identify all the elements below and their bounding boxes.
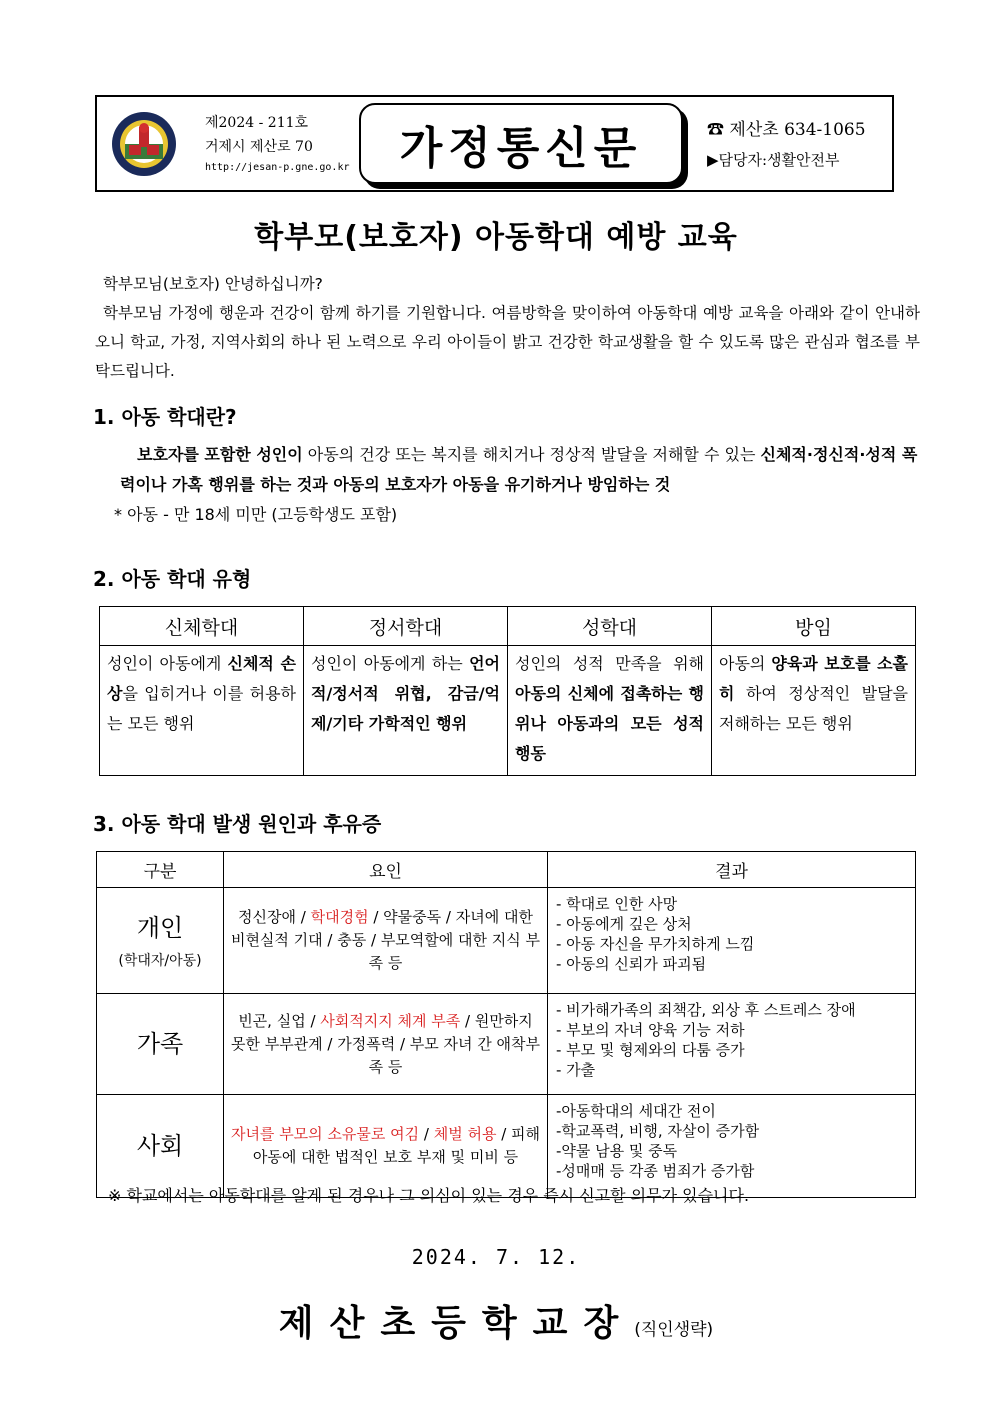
definition-acts: 신체적·정신적·성적 폭력이나 가혹 행위를 하는 것과 아동의 보호자가 아동을 유기하거나 방임하는 것: [120, 445, 918, 494]
type-header-neglect: 방임: [712, 607, 916, 646]
definition-subject: 보호자를 포함한 성인이: [137, 445, 303, 464]
type-header-emotional: 정서학대: [304, 607, 508, 646]
category-individual: 개인 (학대자/아동): [97, 888, 224, 994]
col-header-factors: 요인: [224, 852, 548, 888]
school-address: 거제시 제산로 70: [205, 139, 313, 155]
table-row: [97, 994, 916, 1095]
section3-heading: 3. 아동 학대 발생 원인과 후유증: [93, 812, 382, 836]
contact-person: ▶담당자:생활안전부: [707, 151, 840, 169]
issue-date: 2024. 7. 12.: [411, 1245, 581, 1269]
issue-info: [205, 111, 350, 177]
contact-info: [707, 115, 892, 175]
section2-heading: 2. 아동 학대 유형: [93, 567, 252, 591]
results-society: -아동학대의 세대간 전이 -학교폭력, 비행, 자살이 증가함 -약물 남용 및 중독 -성매매 등 각종 범죄가 증가함: [548, 1095, 916, 1198]
factors-individual: 정신장애 / 학대경험 / 약물중독 / 자녀에 대한 비현실적 기대 / 충동 / 부모역할에 대한 지식 부족 등: [224, 888, 548, 994]
table-row: [97, 888, 916, 994]
child-abuse-definition: [114, 440, 920, 530]
type-desc-sexual: 성인의 성적 만족을 위해 아동의 신체에 접촉하는 행위나 아동과의 모든 성적 행동: [508, 646, 712, 776]
greeting: 학부모님(보호자) 안녕하십니까?: [103, 275, 323, 293]
abuse-types-table: [99, 606, 916, 776]
reporting-duty-notice: ※ 학교에서는 아동학대를 알게 된 경우나 그 의심이 있는 경우 즉시 신고할 의무가 있습니다.: [108, 1186, 750, 1205]
page-title: 학부모(보호자) 아동학대 예방 교육: [254, 220, 738, 255]
newsletter-title: 가정통신문: [359, 103, 683, 184]
principal-signature: [0, 1295, 992, 1346]
factors-society: 자녀를 부모의 소유물로 여김 / 체벌 허용 / 피해아동에 대한 법적인 보호 부재 및 미비 등: [224, 1095, 548, 1198]
col-header-category: 구분: [97, 852, 224, 888]
issue-number: 제2024 - 211호: [205, 115, 309, 131]
category-family: 가족: [97, 994, 224, 1095]
newsletter-header: [95, 95, 894, 192]
principal-title: 제산초등학교장: [278, 1302, 635, 1344]
intro-text: [95, 270, 920, 386]
type-header-sexual: 성학대: [508, 607, 712, 646]
results-individual: - 학대로 인한 사망 - 아동에게 깊은 상처 - 아동 자신을 무가치하게 느낌 - 아동의 신뢰가 파괴됨: [548, 888, 916, 994]
type-desc-neglect: 아동의 양육과 보호를 소홀히 하여 정상적인 발달을 저해하는 모든 행위: [712, 646, 916, 776]
school-url[interactable]: http://jesan-p.gne.go.kr: [205, 162, 350, 173]
results-family: - 비가해가족의 죄책감, 외상 후 스트레스 장애 - 부보의 자녀 양육 기능 저하 - 부모 및 형제와의 다툼 증가 - 가출: [548, 994, 916, 1095]
definition-text: [120, 440, 920, 500]
factors-family: 빈곤, 실업 / 사회적지지 체계 부족 / 원만하지 못한 부부관계 / 가정폭력 / 부모 자녀 간 애착부족 등: [224, 994, 548, 1095]
type-desc-physical: 성인이 아동에게 신체적 손상을 입히거나 이를 허용하는 모든 행위: [100, 646, 304, 776]
definition-middle: 아동의 건강 또는 복지를 해치거나 정상적 발달을 저해할 수 있는: [302, 445, 761, 464]
phone-number: ☎ 제산초 634-1065: [707, 120, 866, 140]
intro-body: 학부모님 가정에 행운과 건강이 함께 하기를 기원합니다. 여름방학을 맞이하여 아동학대 예방 교육을 아래와 같이 안내하오니 학교, 가정, 지역사회의 하나 된 노력으로 우리 아이들이 밝고 건강한 학교생활을 할 수 있도록 많은 관심과 협조를 부탁드립니다.: [95, 304, 920, 380]
seal-omitted: (직인생략): [634, 1320, 714, 1340]
type-header-physical: 신체학대: [100, 607, 304, 646]
school-emblem-logo: [111, 111, 177, 177]
category-society: 사회: [97, 1095, 224, 1198]
causes-effects-table: [96, 851, 916, 1198]
section1-heading: 1. 아동 학대란?: [93, 405, 237, 429]
definition-note: * 아동 - 만 18세 미만 (고등학생도 포함): [114, 505, 398, 524]
type-desc-emotional: 성인이 아동에게 하는 언어적/정서적 위협, 감금/억제/기타 가학적인 행위: [304, 646, 508, 776]
col-header-results: 결과: [548, 852, 916, 888]
